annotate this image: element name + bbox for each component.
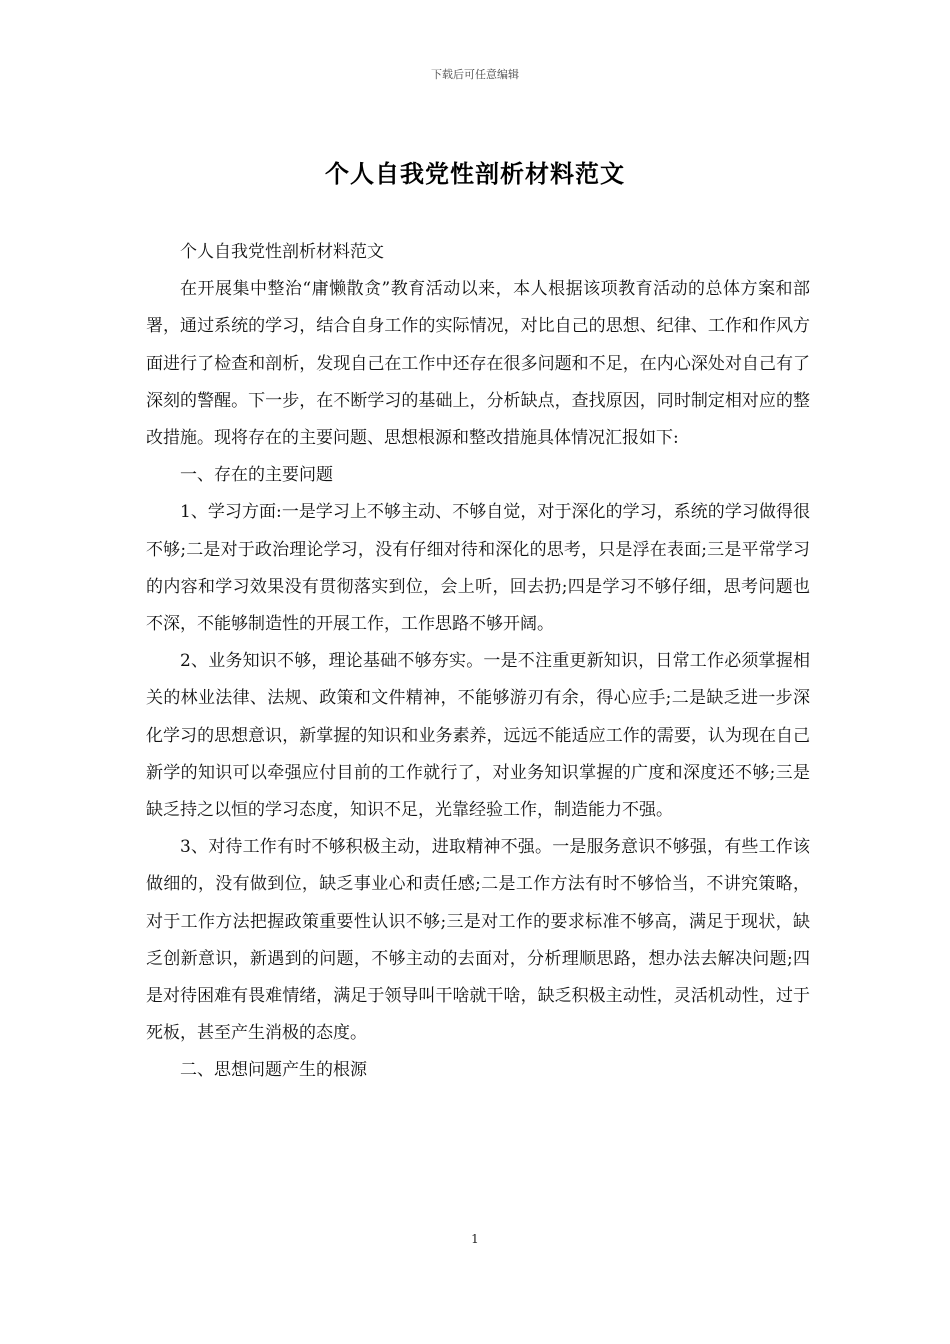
- problem-paragraph-2: 2、业务知识不够，理论基础不够夯实。一是不注重更新知识，日常工作必须掌握相关的林业法律、法规、政策和文件精神，不能够游刃有余，得心应手;二是缺乏进一步深化学习的思想意识，新掌握的知识和业务素养，远远不能适应工作的需要，认为现在自己新学的知识可以牵强应付目前的工作就行了，对业务知识掌握的广度和深度还不够;三是缺乏持之以恒的学习态度，知识不足，光靠经验工作，制造能力不强。: [146, 651, 810, 821]
- document-title: 个人自我党性剖析材料范文: [325, 159, 625, 188]
- intro-paragraph: 在开展集中整治“庸懒散贪”教育活动以来，本人根据该项教育活动的总体方案和部署，通过系统的学习，结合自身工作的实际情况，对比自己的思想、纪律、工作和作风方面进行了检查和剖析，发现自己在工作中还存在很多问题和不足，在内心深处对自己有了深刻的警醒。下一步，在不断学习的基础上，分析缺点，查找原因，同时制定相对应的整改措施。现将存在的主要问题、思想根源和整改措施具体情况汇报如下:: [146, 279, 810, 449]
- problem-paragraph-1: 1、学习方面:一是学习上不够主动、不够自觉，对于深化的学习，系统的学习做得很不够;二是对于政治理论学习，没有仔细对待和深化的思考，只是浮在表面;三是平常学习的内容和学习效果没有贯彻落实到位，会上听，回去扔;四是学习不够仔细，思考问题也不深，不能够制造性的开展工作，工作思路不够开阔。: [146, 502, 810, 635]
- problem-paragraph-3: 3、对待工作有时不够积极主动，进取精神不强。一是服务意识不够强，有些工作该做细的，没有做到位，缺乏事业心和责任感;二是工作方法有时不够恰当，不讲究策略，对于工作方法把握政策重要性认识不够;三是对工作的要求标准不够高，满足于现状，缺乏创新意识，新遇到的问题，不够主动的去面对，分析理顺思路，想办法去解决问题;四是对待困难有畏难情绪，满足于领导叫干啥就干啥，缺乏积极主动性，灵活机动性，过于死板，甚至产生消极的态度。: [146, 837, 810, 1044]
- header-note: 下载后可任意编辑: [431, 68, 519, 81]
- section-heading-2: 二、思想问题产生的根源: [180, 1060, 367, 1081]
- section-heading-1: 一、存在的主要问题: [180, 465, 333, 486]
- document-body: [146, 234, 810, 1090]
- page-number: 1: [471, 1232, 479, 1246]
- subtitle-paragraph: 个人自我党性剖析材料范文: [180, 242, 384, 262]
